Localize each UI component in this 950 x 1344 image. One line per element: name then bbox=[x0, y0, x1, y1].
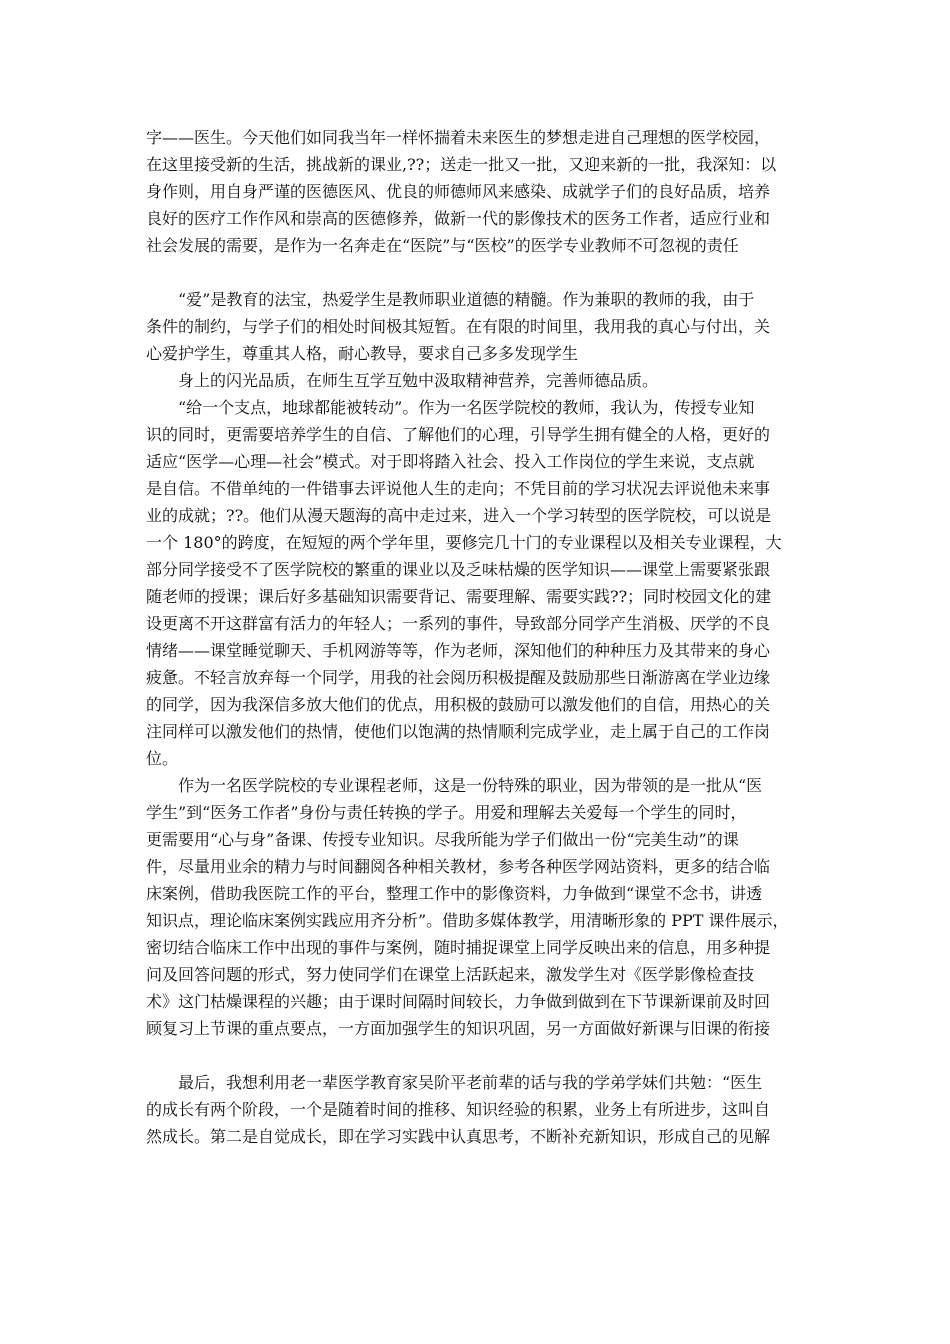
paragraph-line: 条件的制约，与学子们的相处时间极其短暂。在有限的时间里，我用我的真心与付出，关 bbox=[146, 317, 771, 336]
paragraph-line: 位。 bbox=[146, 749, 179, 768]
paragraph-line: 是自信。不借单纯的一件错事去评说他人生的走向；不凭目前的学习状况去评说他未来事 bbox=[146, 479, 771, 498]
paragraph-line: 更需要用“心与身”备课、传授专业知识。尽我所能为学子们做出一份“完美生动”的课 bbox=[146, 830, 739, 849]
paragraph-line: 设更离不开这群富有活力的年轻人；一系列的事件，导致部分同学产生消极、厌学的不良 bbox=[146, 614, 771, 633]
paragraph-line: 知识点，理论临床案例实践应用齐分析”。借助多媒体教学，用清晰形象的 PPT 课件展示， bbox=[146, 911, 789, 930]
paragraph-line: “爱”是教育的法宝，热爱学生是教师职业道德的精髓。作为兼职的教师的我，由于 bbox=[178, 290, 755, 309]
paragraph-line: 学生”到“医务工作者”身份与责任转换的学子。用爱和理解去关爱每一个学生的同时， bbox=[146, 803, 747, 822]
paragraph-line: 一个 180°的跨度，在短短的两个学年里，要修完几十门的专业课程以及相关专业课程，大 bbox=[146, 533, 782, 552]
paragraph-line: 问及回答问题的形式，努力使同学们在课堂上活跃起来，激发学生对《医学影像检查技 bbox=[146, 965, 755, 984]
paragraph-line: 业的成就；??。他们从漫天题海的高中走过来，进入一个学习转型的医学院校，可以说是 bbox=[146, 506, 772, 525]
paragraph-line: 的同学，因为我深信多放大他们的优点，用积极的鼓励可以激发他们的自信，用热心的关 bbox=[146, 695, 771, 714]
paragraph-line: 注同样可以激发他们的热情，使他们以饱满的热情顺利完成学业，走上属于自己的工作岗 bbox=[146, 722, 771, 741]
paragraph-line: 部分同学接受不了医学院校的繁重的课业以及乏味枯燥的医学知识——课堂上需要紧张跟 bbox=[146, 560, 771, 579]
paragraph-line: 术》这门枯燥课程的兴趣；由于课时间隔时间较长，力争做到做到在下节课新课前及时回 bbox=[146, 992, 771, 1011]
paragraph-line: 良好的医疗工作作风和崇高的医德修养，做新一代的影像技术的医务工作者，适应行业和 bbox=[146, 209, 771, 228]
paragraph-line: 顾复习上节课的重点要点，一方面加强学生的知识巩固，另一方面做好新课与旧课的衔接 bbox=[146, 1019, 771, 1038]
paragraph-line: 然成长。第二是自觉成长，即在学习实践中认真思考，不断补充新知识，形成自己的见解 bbox=[146, 1127, 771, 1146]
paragraph-line: 字——医生。今天他们如同我当年一样怀揣着未来医生的梦想走进自己理想的医学校园， bbox=[146, 128, 771, 147]
paragraph-line: 的成长有两个阶段，一个是随着时间的推移、知识经验的积累，业务上有所进步，这叫自 bbox=[146, 1100, 771, 1119]
paragraph-line: 在这里接受新的生活，挑战新的课业,??；送走一批又一批，又迎来新的一批，我深知：以 bbox=[146, 155, 777, 174]
paragraph-line: 身作则，用自身严谨的医德医风、优良的师德师风来感染、成就学子们的良好品质，培养 bbox=[146, 182, 771, 201]
paragraph-line: 社会发展的需要，是作为一名奔走在“医院”与“医校”的医学专业教师不可忽视的责任 bbox=[146, 236, 739, 255]
paragraph-line: 识的同时，更需要培养学生的自信、了解他们的心理，引导学生拥有健全的人格，更好的 bbox=[146, 425, 771, 444]
paragraph-line: 心爱护学生，尊重其人格，耐心教导，要求自己多多发现学生 bbox=[146, 344, 579, 363]
paragraph-line: 随老师的授课；课后好多基础知识需要背记、需要理解、需要实践??；同时校园文化的建 bbox=[146, 587, 772, 606]
paragraph-line: 身上的闪光品质，在师生互学互勉中汲取精神营养，完善师德品质。 bbox=[178, 371, 659, 390]
paragraph-gap bbox=[146, 259, 808, 286]
document-body bbox=[146, 124, 808, 1150]
paragraph-line: 密切结合临床工作中出现的事件与案例，随时捕捉课堂上同学反映出来的信息，用多种提 bbox=[146, 938, 771, 957]
paragraph-gap bbox=[146, 1042, 808, 1069]
paragraph-line: 作为一名医学院校的专业课程老师，这是一份特殊的职业，因为带领的是一批从“医 bbox=[178, 776, 763, 795]
paragraph-line: 最后，我想利用老一辈医学教育家吴阶平老前辈的话与我的学弟学妹们共勉：“医生 bbox=[178, 1073, 763, 1092]
paragraph-line: “给一个支点，地球都能被转动”。作为一名医学院校的教师，我认为，传授专业知 bbox=[178, 398, 755, 417]
paragraph-line: 件，尽量用业余的精力与时间翻阅各种相关教材，参考各种医学网站资料，更多的结合临 bbox=[146, 857, 771, 876]
paragraph-line: 疲惫。不轻言放弃每一个同学，用我的社会阅历积极提醒及鼓励那些日渐游离在学业边缘 bbox=[146, 668, 771, 687]
paragraph-line: 情绪——课堂睡觉聊天、手机网游等等，作为老师，深知他们的种种压力及其带来的身心 bbox=[146, 641, 771, 660]
paragraph-line: 床案例，借助我医院工作的平台，整理工作中的影像资料，力争做到“课堂不念书，讲透 bbox=[146, 884, 763, 903]
paragraph-line: 适应“医学—心理—社会”模式。对于即将踏入社会、投入工作岗位的学生来说，支点就 bbox=[146, 452, 755, 471]
